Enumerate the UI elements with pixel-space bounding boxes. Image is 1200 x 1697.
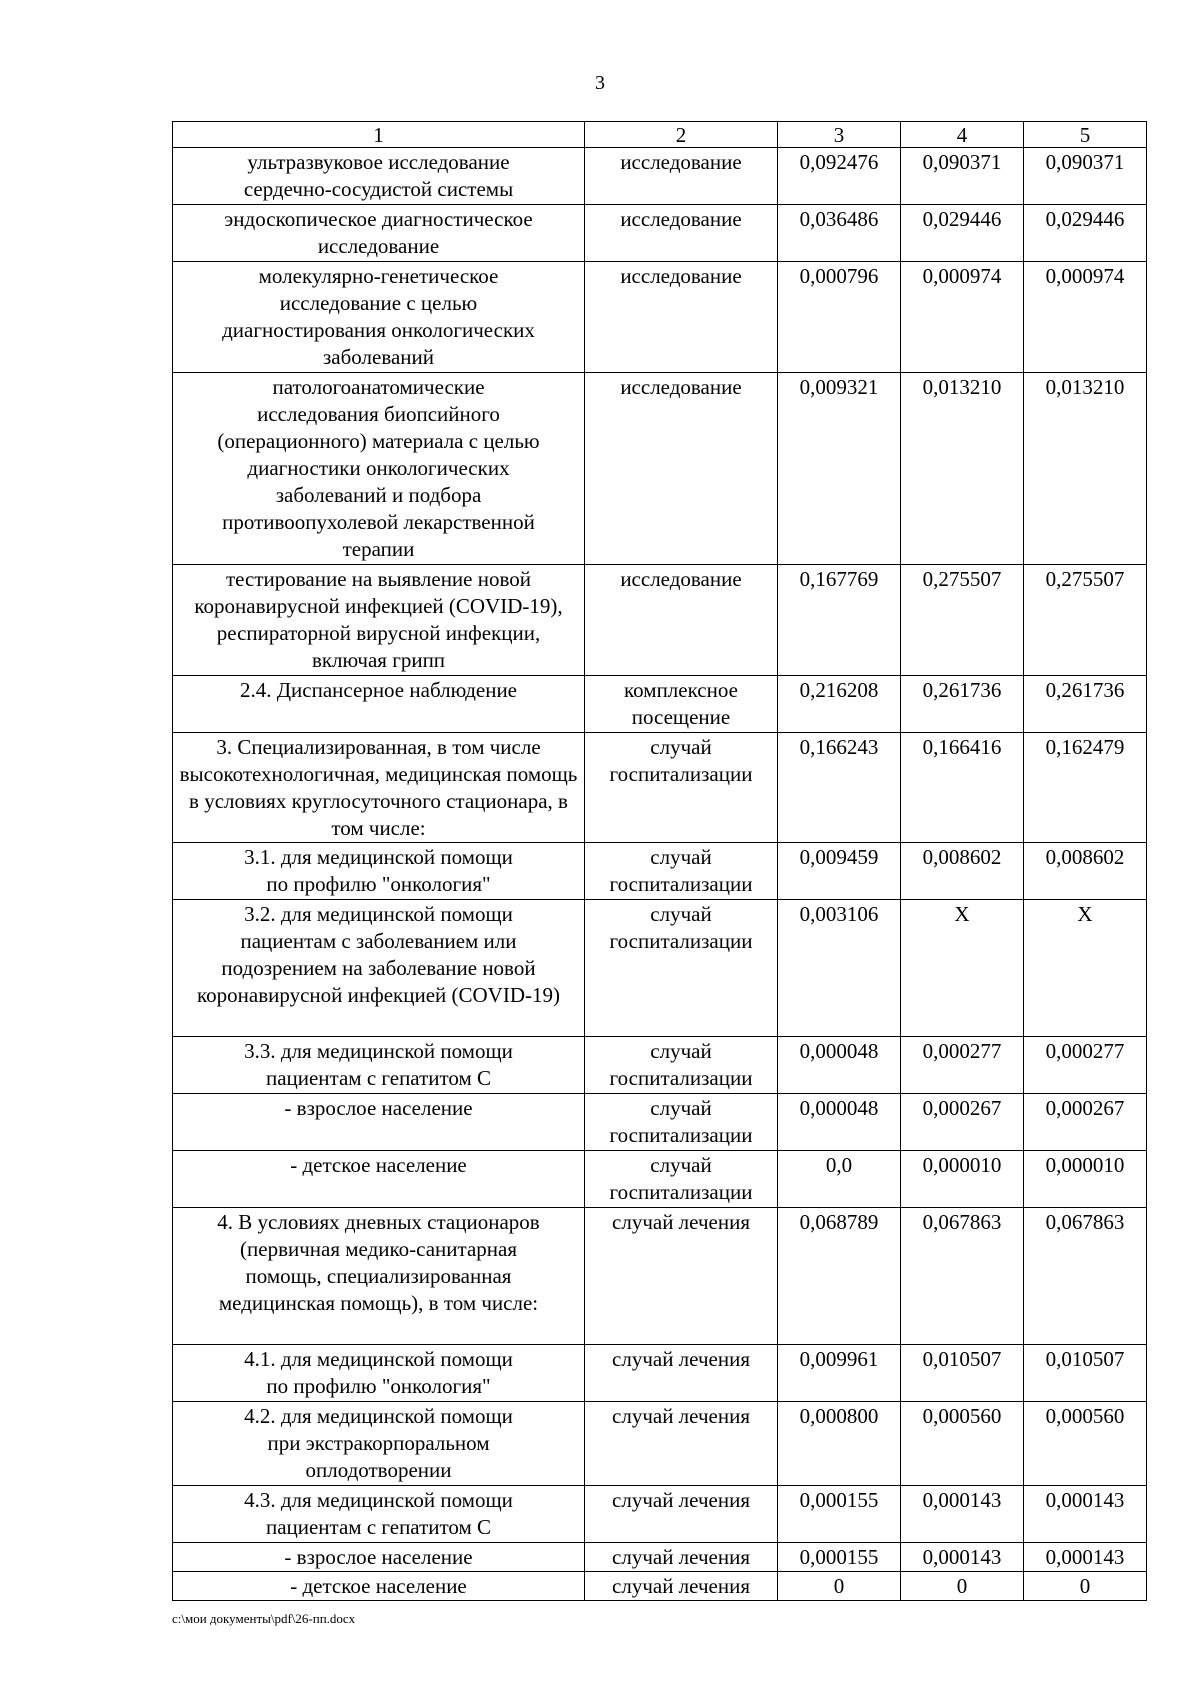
row-value-3: 0,000048 — [778, 1037, 901, 1094]
table-row — [173, 676, 1147, 733]
header-cell: 5 — [1024, 122, 1147, 148]
table-row — [173, 1151, 1147, 1208]
row-value-3: 0,216208 — [778, 676, 901, 733]
row-unit: случай госпитализации — [585, 843, 778, 900]
row-value-3: 0,167769 — [778, 565, 901, 676]
row-value-3: 0,009961 — [778, 1345, 901, 1402]
header-cell: 4 — [901, 122, 1024, 148]
row-unit: исследование — [585, 373, 778, 565]
row-value-3: 0,009321 — [778, 373, 901, 565]
row-name: ультразвуковое исследование сердечно-сосудистой системы — [173, 148, 585, 205]
row-value-4: 0,090371 — [901, 148, 1024, 205]
row-name: 3. Специализированная, в том числе высокотехнологичная, медицинская помощь в условиях круглосуточного стационара, в том числе: — [173, 733, 585, 843]
table-row — [173, 1572, 1147, 1601]
row-value-5: 0,000143 — [1024, 1486, 1147, 1543]
row-value-5: 0,000277 — [1024, 1037, 1147, 1094]
row-value-3: 0,092476 — [778, 148, 901, 205]
table-row — [173, 373, 1147, 565]
row-value-5: 0,261736 — [1024, 676, 1147, 733]
row-unit: случай лечения — [585, 1208, 778, 1345]
row-value-3: 0,000048 — [778, 1094, 901, 1151]
row-value-4: 0,067863 — [901, 1208, 1024, 1345]
row-name: 4.1. для медицинской помощи по профилю "онкология" — [173, 1345, 585, 1402]
row-unit: случай лечения — [585, 1543, 778, 1572]
table-row — [173, 205, 1147, 262]
row-name: - взрослое население — [173, 1543, 585, 1572]
row-unit: случай лечения — [585, 1572, 778, 1601]
row-value-5: 0,013210 — [1024, 373, 1147, 565]
row-unit: исследование — [585, 205, 778, 262]
row-value-5: 0,010507 — [1024, 1345, 1147, 1402]
row-value-5: 0,000560 — [1024, 1402, 1147, 1486]
row-name: 2.4. Диспансерное наблюдение — [173, 676, 585, 733]
table-row — [173, 843, 1147, 900]
header-cell: 1 — [173, 122, 585, 148]
row-value-3: 0,000796 — [778, 262, 901, 373]
table-row — [173, 1345, 1147, 1402]
row-name: 3.3. для медицинской помощи пациентам с гепатитом С — [173, 1037, 585, 1094]
table-row — [173, 262, 1147, 373]
row-value-4: 0 — [901, 1572, 1024, 1601]
row-value-4: 0,000010 — [901, 1151, 1024, 1208]
row-value-5: Х — [1024, 900, 1147, 1037]
row-name: 3.2. для медицинской помощи пациентам с заболеванием или подозрением на заболевание новой коронавирусной инфекцией (COVID-19) — [173, 900, 585, 1037]
row-value-5: 0,067863 — [1024, 1208, 1147, 1345]
row-value-3: 0,068789 — [778, 1208, 901, 1345]
row-value-4: 0,010507 — [901, 1345, 1024, 1402]
row-unit: случай госпитализации — [585, 1151, 778, 1208]
row-name: 3.1. для медицинской помощи по профилю "онкология" — [173, 843, 585, 900]
header-cell: 2 — [585, 122, 778, 148]
table-row — [173, 733, 1147, 843]
row-unit: случай госпитализации — [585, 733, 778, 843]
row-unit: случай госпитализации — [585, 900, 778, 1037]
row-value-3: 0,000155 — [778, 1543, 901, 1572]
table-row — [173, 900, 1147, 1037]
row-name: 4.3. для медицинской помощи пациентам с гепатитом С — [173, 1486, 585, 1543]
table-row — [173, 1486, 1147, 1543]
row-value-4: 0,000143 — [901, 1543, 1024, 1572]
row-value-5: 0,000974 — [1024, 262, 1147, 373]
row-value-4: 0,000267 — [901, 1094, 1024, 1151]
row-value-4: 0,029446 — [901, 205, 1024, 262]
page-number: 3 — [595, 72, 605, 94]
row-unit: случай лечения — [585, 1345, 778, 1402]
table-row — [173, 1037, 1147, 1094]
row-value-4: 0,275507 — [901, 565, 1024, 676]
row-unit: случай лечения — [585, 1402, 778, 1486]
table-header-row — [173, 122, 1147, 148]
row-value-3: 0,036486 — [778, 205, 901, 262]
row-unit: комплексное посещение — [585, 676, 778, 733]
row-unit: исследование — [585, 262, 778, 373]
row-value-4: 0,261736 — [901, 676, 1024, 733]
row-unit: исследование — [585, 565, 778, 676]
row-value-3: 0,0 — [778, 1151, 901, 1208]
row-value-3: 0,009459 — [778, 843, 901, 900]
header-cell: 3 — [778, 122, 901, 148]
file-path-footer: c:\мои документы\pdf\26-пп.docx — [172, 1611, 356, 1626]
row-value-5: 0,000143 — [1024, 1543, 1147, 1572]
row-value-5: 0,000267 — [1024, 1094, 1147, 1151]
row-value-4: 0,000974 — [901, 262, 1024, 373]
row-value-4: 0,166416 — [901, 733, 1024, 843]
row-unit: случай госпитализации — [585, 1094, 778, 1151]
row-name: молекулярно-генетическое исследование с целью диагностирования онкологических заболеваний — [173, 262, 585, 373]
row-unit: случай госпитализации — [585, 1037, 778, 1094]
row-value-3: 0,000155 — [778, 1486, 901, 1543]
row-value-5: 0 — [1024, 1572, 1147, 1601]
row-value-5: 0,008602 — [1024, 843, 1147, 900]
row-value-3: 0,166243 — [778, 733, 901, 843]
table-row — [173, 1543, 1147, 1572]
row-value-5: 0,162479 — [1024, 733, 1147, 843]
data-table — [172, 121, 1147, 1601]
row-value-3: 0,003106 — [778, 900, 901, 1037]
row-value-5: 0,029446 — [1024, 205, 1147, 262]
row-value-4: 0,000277 — [901, 1037, 1024, 1094]
row-name: - детское население — [173, 1151, 585, 1208]
row-name: 4.2. для медицинской помощи при экстракорпоральном оплодотворении — [173, 1402, 585, 1486]
row-name: эндоскопическое диагностическое исследование — [173, 205, 585, 262]
row-value-4: 0,008602 — [901, 843, 1024, 900]
row-name: - детское население — [173, 1572, 585, 1601]
table-row — [173, 148, 1147, 205]
row-name: тестирование на выявление новой коронавирусной инфекцией (COVID-19), респираторной вирусной инфекции, включая грипп — [173, 565, 585, 676]
row-name: - взрослое население — [173, 1094, 585, 1151]
table-row — [173, 1208, 1147, 1345]
row-value-4: 0,000560 — [901, 1402, 1024, 1486]
row-value-3: 0 — [778, 1572, 901, 1601]
row-value-3: 0,000800 — [778, 1402, 901, 1486]
row-value-5: 0,000010 — [1024, 1151, 1147, 1208]
table-row — [173, 1094, 1147, 1151]
row-name: 4. В условиях дневных стационаров (первичная медико-санитарная помощь, специализированная медицинская помощь), в том числе: — [173, 1208, 585, 1345]
table-row — [173, 1402, 1147, 1486]
row-value-5: 0,275507 — [1024, 565, 1147, 676]
row-value-4: 0,013210 — [901, 373, 1024, 565]
row-value-4: 0,000143 — [901, 1486, 1024, 1543]
row-unit: исследование — [585, 148, 778, 205]
row-name: патологоанатомические исследования биопсийного (операционного) материала с целью диагностики онкологических заболеваний и подбора противоопухолевой лекарственной терапии — [173, 373, 585, 565]
row-value-5: 0,090371 — [1024, 148, 1147, 205]
row-value-4: Х — [901, 900, 1024, 1037]
row-unit: случай лечения — [585, 1486, 778, 1543]
table-row — [173, 565, 1147, 676]
